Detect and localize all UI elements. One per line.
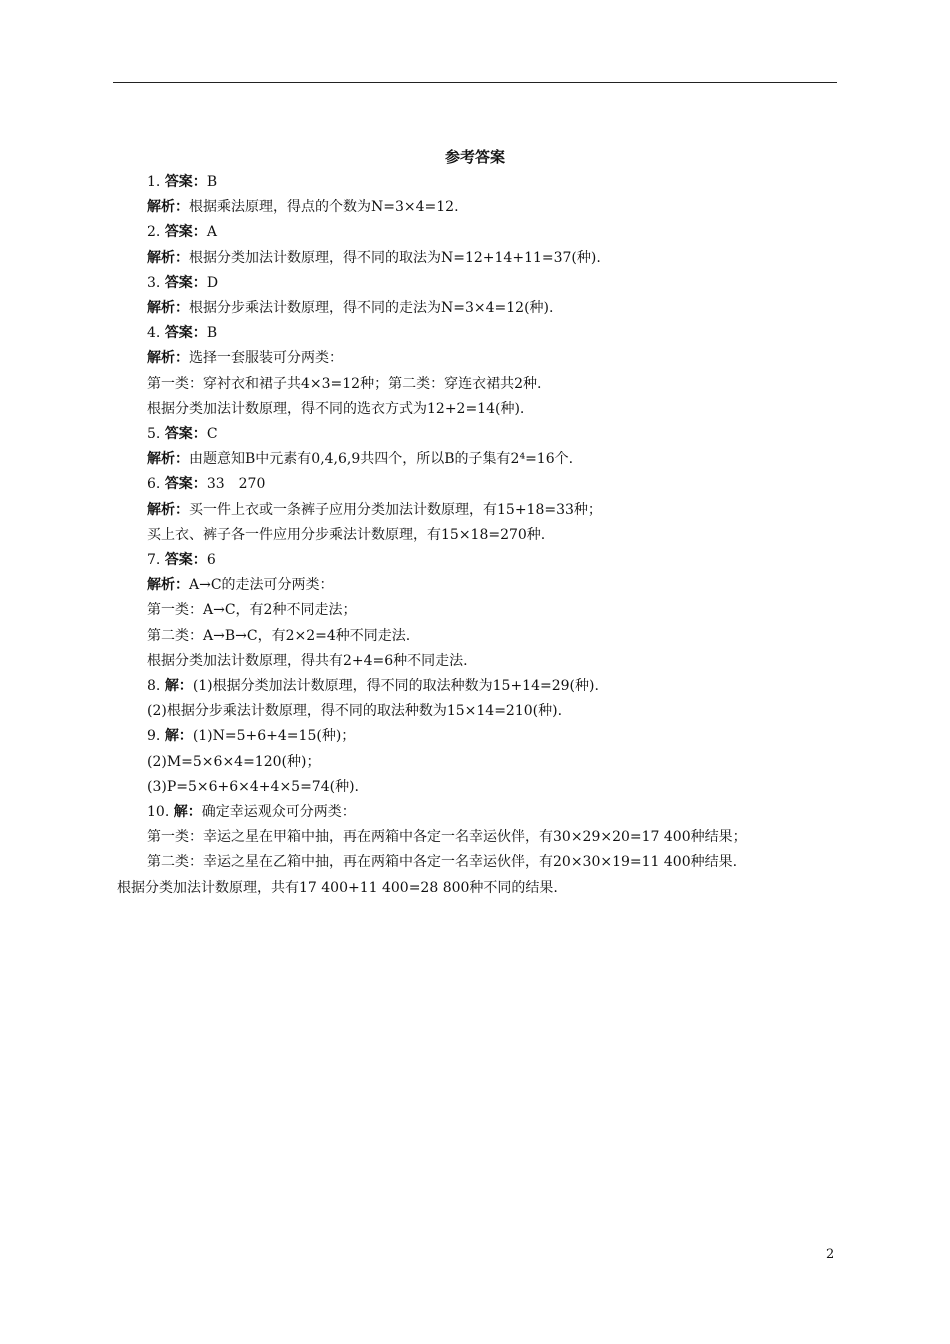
answer-label: 答案： xyxy=(164,274,207,291)
question-number: 1. xyxy=(147,174,161,190)
answer-text: 第一类：A→C，有2种不同走法； xyxy=(147,602,357,619)
answer-text: (3)P=5×6+6×4+4×5=74(种). xyxy=(147,778,359,795)
answer-line xyxy=(147,600,356,620)
answer-label: 解析： xyxy=(147,577,189,594)
answer-line xyxy=(147,752,320,772)
answer-line xyxy=(147,777,359,797)
answer-line xyxy=(147,248,601,268)
answer-text: 根据乘法原理，得点的个数为N=3×4=12. xyxy=(189,199,459,216)
answer-label: 答案： xyxy=(164,476,207,493)
answer-text: 买一件上衣或一条裤子应用分类加法计数原理，有15+18=33种； xyxy=(189,501,602,518)
answer-label: 解： xyxy=(173,804,202,820)
answer-text: A xyxy=(206,224,217,241)
answer-line xyxy=(147,172,217,192)
answer-line xyxy=(147,701,562,721)
answer-text: 第二类：幸运之星在乙箱中抽，再在两箱中各定一名幸运伙伴，有20×30×19=11 400种结果. xyxy=(147,854,738,871)
answer-text: (2)根据分步乘法计数原理，得不同的取法种数为15×14=210(种). xyxy=(147,703,563,720)
answer-text: B xyxy=(206,325,218,342)
page-number: 2 xyxy=(826,1247,835,1262)
answer-line xyxy=(147,474,265,494)
answer-line xyxy=(147,726,355,746)
answer-text: 33 270 xyxy=(206,476,266,493)
answer-line xyxy=(147,374,541,394)
answer-text: (1)根据分类加法计数原理，得不同的取法种数为15+14=29(种). xyxy=(192,678,599,694)
answer-line xyxy=(147,802,356,822)
question-number: 3. xyxy=(147,274,161,291)
question-number: 9. xyxy=(147,728,161,745)
answer-line xyxy=(147,676,599,696)
answer-line xyxy=(147,852,737,872)
answer-line xyxy=(147,827,747,847)
question-number: 7. xyxy=(147,552,161,568)
answer-label: 解析： xyxy=(147,501,189,518)
answer-line xyxy=(147,222,217,242)
answer-line xyxy=(147,424,218,444)
answer-label: 解析： xyxy=(147,199,189,216)
question-number: 6. xyxy=(147,476,161,493)
question-number: 4. xyxy=(147,325,161,342)
answer-line xyxy=(147,500,602,520)
answer-text: 根据分步乘法计数原理，得不同的走法为N=3×4=12(种). xyxy=(189,300,554,316)
answer-text: 根据分类加法计数原理，得不同的取法为N=12+14+11=37(种). xyxy=(189,249,601,266)
answer-label: 答案： xyxy=(164,426,207,442)
answer-label: 解析： xyxy=(147,249,189,266)
answer-text: 根据分类加法计数原理，得共有2+4=6种不同走法. xyxy=(147,652,468,669)
answer-text: 根据分类加法计数原理，得不同的选衣方式为12+2=14(种). xyxy=(147,400,525,417)
header-rule xyxy=(113,82,837,83)
answer-label: 解： xyxy=(164,678,193,694)
answer-line xyxy=(117,878,558,898)
answer-text: 由题意知B中元素有0,4,6,9共四个，所以B的子集有2⁴=16个. xyxy=(189,451,574,468)
page-title: 参考答案 xyxy=(444,148,505,166)
answer-line xyxy=(147,197,459,217)
answer-text: 第一类：幸运之星在甲箱中抽，再在两箱中各定一名幸运伙伴，有30×29×20=17 400种结果； xyxy=(147,829,747,846)
answer-label: 解析： xyxy=(147,451,189,468)
answer-label: 答案： xyxy=(164,325,207,342)
answer-label: 答案： xyxy=(164,224,207,241)
answer-line xyxy=(147,449,573,469)
answer-line xyxy=(147,323,217,343)
answer-line xyxy=(147,348,343,368)
answer-label: 答案： xyxy=(164,174,207,190)
answer-text: B xyxy=(206,174,218,190)
answer-text: (1)N=5+6+4=15(种)； xyxy=(192,728,356,745)
answer-text: C xyxy=(206,426,218,442)
answer-text: 第二类：A→B→C，有2×2=4种不同走法. xyxy=(147,627,411,644)
answer-text: 买上衣、裤子各一件应用分步乘法计数原理，有15×18=270种. xyxy=(147,526,546,543)
answer-line xyxy=(147,651,468,671)
answer-text: 确定幸运观众可分两类： xyxy=(201,804,356,820)
answer-text: 根据分类加法计数原理，共有17 400+11 400=28 800种不同的结果. xyxy=(117,879,558,896)
answer-line xyxy=(147,399,524,419)
answer-text: D xyxy=(206,274,219,291)
answer-text: (2)M=5×6×4=120(种)； xyxy=(147,753,321,770)
answer-line xyxy=(147,298,553,318)
answer-line xyxy=(147,525,545,545)
question-number: 8. xyxy=(147,678,161,694)
question-number: 2. xyxy=(147,224,161,241)
answer-line xyxy=(147,626,410,646)
answer-text: 6 xyxy=(206,552,216,568)
answer-text: 第一类：穿衬衣和裙子共4×3=12种；第二类：穿连衣裙共2种. xyxy=(147,375,542,392)
answer-line xyxy=(147,575,334,595)
answer-label: 答案： xyxy=(164,552,207,568)
answer-label: 解析： xyxy=(147,350,189,367)
answer-line xyxy=(147,273,218,293)
answer-text: 选择一套服装可分两类： xyxy=(189,350,343,367)
answer-line xyxy=(147,550,216,570)
question-number: 10. xyxy=(147,804,170,820)
answer-text: A→C的走法可分两类： xyxy=(189,577,334,594)
answer-label: 解： xyxy=(164,728,193,745)
question-number: 5. xyxy=(147,426,161,442)
answer-label: 解析： xyxy=(147,300,189,316)
